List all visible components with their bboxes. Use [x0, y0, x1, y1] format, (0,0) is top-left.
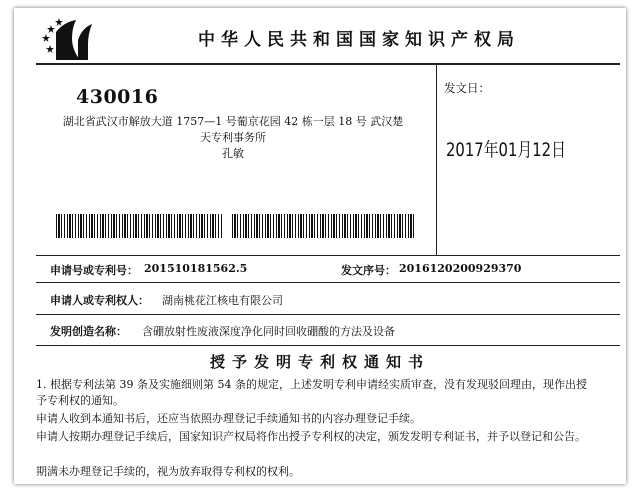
- notice-paragraph: 期满未办理登记手续的，视为放弃取得专利权的权利。: [36, 465, 300, 478]
- notice-paragraph: 1. 根据专利法第 39 条及实施细则第 54 条的规定，上述发明专利申请经实质审查，没有发现驳回理由，现作出授予专利权的通知。: [36, 378, 587, 407]
- notice-title: 授予发明专利权通知书: [209, 353, 430, 371]
- cnipa-emblem-logo: [42, 14, 98, 62]
- recipient-name: 孔敏: [222, 147, 244, 160]
- dispatch-date: 2017年01月12日: [446, 139, 566, 161]
- notice-document: [14, 8, 626, 484]
- fields-rule: [36, 314, 620, 315]
- date-column-divider: [436, 65, 437, 255]
- fields-bottom-rule: [36, 345, 620, 346]
- issuing-office-title: 中华人民共和国国家知识产权局: [198, 30, 520, 50]
- applicant-label: 申请人或专利权人：: [50, 294, 149, 307]
- notice-paragraph: 申请人按期办理登记手续后，国家知识产权局将作出授予专利权的决定，颁发发明专利证书，并予以登记和公告。: [36, 430, 586, 443]
- fields-rule: [36, 282, 620, 283]
- barcode-left: [56, 214, 222, 238]
- barcode-right: [232, 214, 416, 238]
- notice-paragraph: 申请人收到本通知书后，还应当依照办理登记手续通知书的内容办理登记手续。: [36, 412, 421, 425]
- applicant-name: 湖南桃花江核电有限公司: [162, 294, 283, 307]
- header-rule: [36, 63, 620, 65]
- serial-number-label: 发文序号：: [341, 264, 396, 277]
- fields-top-rule: [36, 255, 620, 256]
- application-number: 201510181562.5: [144, 262, 248, 275]
- invention-title: 含硼放射性废液深度净化同时回收硼酸的方法及设备: [142, 325, 395, 338]
- serial-number: 2016120200929370: [399, 262, 522, 275]
- address-line: 湖北省武汉市解放大道 1757—1 号葡京花园 42 栋一层 18 号 武汉楚: [62, 115, 404, 128]
- dispatch-date-label: 发文日：: [444, 81, 490, 95]
- invention-title-label: 发明创造名称：: [50, 325, 127, 338]
- application-number-label: 申请号或专利号：: [50, 264, 138, 277]
- address-line: 天专利事务所: [200, 131, 266, 144]
- postcode: 430016: [76, 86, 159, 108]
- recipient-address: [38, 114, 428, 162]
